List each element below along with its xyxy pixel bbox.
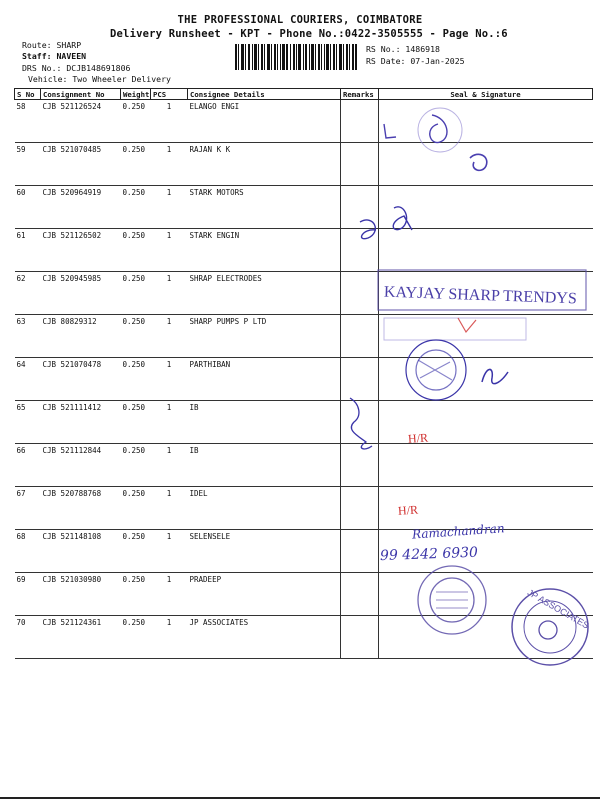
hr-remark: H/R	[407, 430, 429, 446]
cell-pcs: 1	[151, 100, 188, 143]
cell-consignee: PARTHIBAN	[188, 358, 341, 401]
cell-pcs: 1	[151, 315, 188, 358]
cell-consignee: RAJAN K K	[188, 143, 341, 186]
cell-remarks	[341, 401, 379, 444]
cell-remarks	[341, 143, 379, 186]
recipient-name: Ramachandran	[411, 521, 505, 542]
cell-consignee: STARK MOTORS	[188, 186, 341, 229]
cell-consignee: IB	[188, 401, 341, 444]
cell-sno: 58	[15, 100, 41, 143]
cell-consignment: CJB 521124361	[41, 616, 121, 659]
cell-pcs: 1	[151, 530, 188, 573]
cell-consignment: CJB 521148108	[41, 530, 121, 573]
cell-sno: 63	[15, 315, 41, 358]
jp-seal-text: JP ASSOCIATES	[525, 587, 591, 631]
vehicle-text: Vehicle: Two Wheeler Delivery	[28, 74, 171, 84]
cell-weight: 0.250	[121, 229, 151, 272]
barcode-image	[235, 44, 357, 70]
cell-consignee: STARK ENGIN	[188, 229, 341, 272]
cell-sno: 68	[15, 530, 41, 573]
col-weight: Weight	[121, 89, 151, 100]
cell-pcs: 1	[151, 401, 188, 444]
cell-signature	[379, 616, 593, 659]
table-row	[15, 315, 593, 358]
cell-remarks	[341, 272, 379, 315]
cell-weight: 0.250	[121, 530, 151, 573]
cell-remarks	[341, 530, 379, 573]
table-row	[15, 272, 593, 315]
cell-pcs: 1	[151, 272, 188, 315]
cell-weight: 0.250	[121, 315, 151, 358]
col-pcs: PCS	[151, 89, 188, 100]
cell-sno: 66	[15, 444, 41, 487]
cell-consignment: CJB 521111412	[41, 401, 121, 444]
cell-consignee: ELANGO ENGI	[188, 100, 341, 143]
cell-consignee: IB	[188, 444, 341, 487]
cell-consignee: JP ASSOCIATES	[188, 616, 341, 659]
col-seal-signature: Seal & Signature	[379, 89, 593, 100]
cell-consignment: CJB 521070485	[41, 143, 121, 186]
cell-consignee: SHARP PUMPS P LTD	[188, 315, 341, 358]
cell-sno: 64	[15, 358, 41, 401]
cell-signature	[379, 315, 593, 358]
recipient-phone: 99 4242 6930	[379, 544, 479, 565]
runsheet-table	[14, 88, 593, 659]
table-row	[15, 573, 593, 616]
table-row	[15, 616, 593, 659]
cell-weight: 0.250	[121, 616, 151, 659]
cell-consignee: IDEL	[188, 487, 341, 530]
drs-number: DRS No.: DCJB148691806	[22, 63, 131, 73]
cell-remarks	[341, 573, 379, 616]
col-sno: S No	[15, 89, 41, 100]
cell-pcs: 1	[151, 444, 188, 487]
cell-signature	[379, 444, 593, 487]
cell-pcs: 1	[151, 229, 188, 272]
cell-signature	[379, 272, 593, 315]
cell-pcs: 1	[151, 358, 188, 401]
cell-signature	[379, 229, 593, 272]
cell-consignment: CJB 520964919	[41, 186, 121, 229]
cell-remarks	[341, 100, 379, 143]
kayjay-stamp-text: KAYJAY SHARP TRENDYS	[383, 283, 578, 308]
cell-sno: 67	[15, 487, 41, 530]
cell-signature	[379, 143, 593, 186]
col-consignee: Consignee Details	[188, 89, 341, 100]
cell-signature	[379, 100, 593, 143]
cell-sno: 61	[15, 229, 41, 272]
cell-consignment: CJB 521126502	[41, 229, 121, 272]
cell-pcs: 1	[151, 487, 188, 530]
table-row	[15, 530, 593, 573]
table-row	[15, 186, 593, 229]
table-row	[15, 229, 593, 272]
table-row	[15, 444, 593, 487]
cell-weight: 0.250	[121, 143, 151, 186]
cell-weight: 0.250	[121, 444, 151, 487]
cell-sno: 70	[15, 616, 41, 659]
rs-number: RS No.: 1486918	[366, 44, 440, 54]
cell-signature	[379, 530, 593, 573]
cell-weight: 0.250	[121, 186, 151, 229]
cell-signature	[379, 358, 593, 401]
cell-consignee: SHRAP ELECTRODES	[188, 272, 341, 315]
cell-pcs: 1	[151, 143, 188, 186]
table-row	[15, 401, 593, 444]
cell-weight: 0.250	[121, 100, 151, 143]
cell-consignment: CJB 521030980	[41, 573, 121, 616]
table-row	[15, 487, 593, 530]
cell-consignment: CJB 80829312	[41, 315, 121, 358]
col-remarks: Remarks	[341, 89, 379, 100]
cell-sno: 60	[15, 186, 41, 229]
cell-remarks	[341, 186, 379, 229]
cell-weight: 0.250	[121, 487, 151, 530]
table-row	[15, 143, 593, 186]
runsheet-subtitle: Delivery Runsheet - KPT - Phone No.:0422-3505555 - Page No.:6	[110, 28, 508, 40]
cell-sno: 65	[15, 401, 41, 444]
cell-remarks	[341, 616, 379, 659]
cell-remarks	[341, 229, 379, 272]
cell-remarks	[341, 315, 379, 358]
cell-signature	[379, 186, 593, 229]
cell-weight: 0.250	[121, 358, 151, 401]
cell-consignee: SELENSELE	[188, 530, 341, 573]
cell-sno: 69	[15, 573, 41, 616]
cell-sno: 62	[15, 272, 41, 315]
cell-consignment: CJB 521126524	[41, 100, 121, 143]
cell-weight: 0.250	[121, 401, 151, 444]
route-text: Route: SHARP	[22, 40, 82, 50]
cell-consignment: CJB 521112844	[41, 444, 121, 487]
cell-signature	[379, 487, 593, 530]
cell-sno: 59	[15, 143, 41, 186]
cell-consignment: CJB 520945985	[41, 272, 121, 315]
cell-signature	[379, 573, 593, 616]
cell-remarks	[341, 444, 379, 487]
cell-consignment: CJB 520788768	[41, 487, 121, 530]
staff-text: Staff: NAVEEN	[22, 51, 87, 61]
cell-consignment: CJB 521070478	[41, 358, 121, 401]
table-header-row	[15, 89, 593, 100]
cell-pcs: 1	[151, 573, 188, 616]
cell-weight: 0.250	[121, 573, 151, 616]
cell-signature	[379, 401, 593, 444]
cell-pcs: 1	[151, 616, 188, 659]
cell-remarks	[341, 358, 379, 401]
table-row	[15, 100, 593, 143]
cell-consignee: PRADEEP	[188, 573, 341, 616]
table-row	[15, 358, 593, 401]
rs-date: RS Date: 07-Jan-2025	[366, 56, 465, 66]
cell-remarks	[341, 487, 379, 530]
company-title: THE PROFESSIONAL COURIERS, COIMBATORE	[177, 14, 423, 26]
hr-remark: H/R	[397, 502, 419, 518]
cell-weight: 0.250	[121, 272, 151, 315]
cell-pcs: 1	[151, 186, 188, 229]
col-consignment: Consignment No	[41, 89, 121, 100]
